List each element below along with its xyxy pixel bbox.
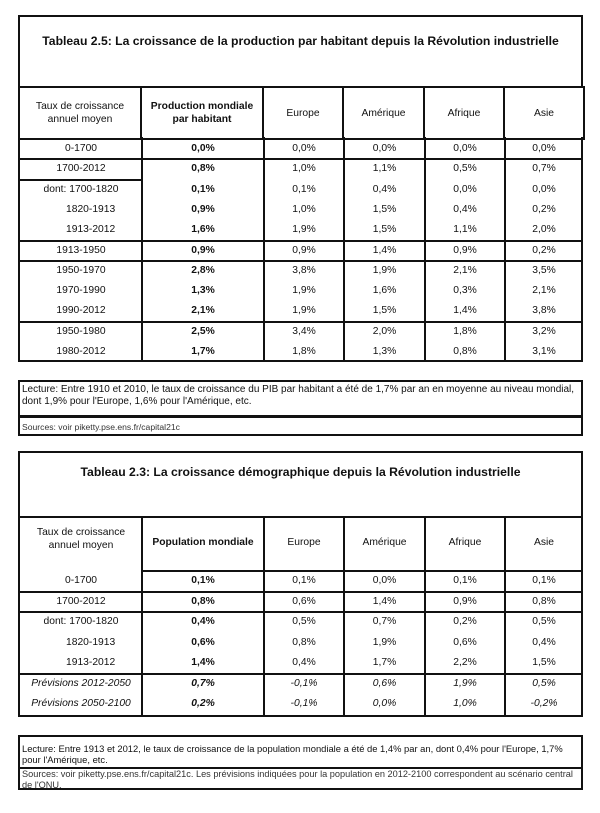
table-2-5-title-box	[18, 15, 583, 88]
cell-asie: 3,1%	[532, 346, 556, 357]
cell-world: 0,4%	[191, 616, 215, 627]
header-europe: Europe	[263, 87, 343, 139]
table-2-3-lecture: Lecture: Entre 1913 et 2012, le taux de croissance de la population mondiale a été de 1,4% par an, dont 0,4% pour l'Europe, 1,7% pour l'Amérique, etc.	[18, 735, 583, 769]
cell-europe: 1,9%	[292, 285, 316, 297]
cell-afrique: 0,0%	[453, 183, 477, 195]
row-period-label: 1950-1980	[56, 325, 106, 337]
cell-asie: 0,5%	[532, 677, 556, 689]
cell-europe: 0,1%	[292, 183, 316, 195]
cell-world: 2,5%	[191, 325, 215, 337]
cell-world: 0,1%	[191, 183, 215, 195]
cell-world: 0,1%	[191, 575, 215, 586]
cell-afrique: 2,2%	[453, 657, 477, 668]
cell-world: 0,8%	[191, 595, 215, 607]
cell-afrique: 2,1%	[453, 264, 477, 276]
cell-world: 0,2%	[191, 698, 215, 709]
header-amerique: Amérique	[343, 87, 424, 139]
cell-world: 1,3%	[191, 285, 215, 297]
cell-world: 0,0%	[191, 143, 215, 154]
cell-europe: 0,5%	[292, 616, 316, 627]
cell-amerique: 1,6%	[372, 285, 397, 297]
row-period-label: dont: 1700-1820	[43, 616, 119, 627]
header-world: Population mondiale	[152, 537, 254, 548]
table-2-3-sources: Sources: voir piketty.pse.ens.fr/capital21c. Les prévisions indiquées pour la population en 2012-2100 correspondent au scénario central de l'ONU.	[18, 767, 583, 790]
cell-asie: 0,8%	[532, 595, 556, 607]
cell-europe: -0,1%	[290, 677, 318, 689]
cell-europe: 0,6%	[292, 595, 316, 607]
cell-europe: 0,1%	[292, 575, 316, 586]
cell-amerique: 1,4%	[372, 244, 397, 256]
header-europe: Europe	[287, 537, 321, 548]
header-period: Taux de croissance annuel moyen	[19, 87, 141, 139]
row-period-label: 1990-2012	[56, 305, 106, 317]
cell-asie: 1,5%	[532, 657, 556, 668]
cell-world: 1,4%	[191, 657, 215, 668]
cell-europe: -0,1%	[290, 698, 318, 709]
table-2-5-body	[18, 137, 583, 362]
cell-europe: 1,8%	[292, 346, 316, 357]
row-period-label: 1700-2012	[56, 595, 106, 607]
table-2-3-title-box	[18, 451, 583, 518]
cell-amerique: 1,3%	[372, 346, 397, 357]
cell-amerique: 1,5%	[372, 203, 397, 215]
cell-afrique: 0,3%	[453, 285, 477, 297]
cell-amerique: 1,1%	[372, 163, 397, 175]
cell-asie: 3,8%	[532, 305, 556, 317]
header-period-line2: annuel moyen	[48, 540, 114, 551]
header-asie: Asie	[533, 537, 555, 548]
cell-amerique: 1,7%	[372, 657, 397, 668]
row-period-label: 1913-1950	[56, 244, 106, 256]
cell-afrique: 1,0%	[453, 698, 477, 709]
cell-asie: 3,5%	[532, 264, 556, 276]
cell-world: 1,6%	[191, 224, 215, 236]
row-period-label: 1913-2012	[66, 657, 116, 668]
cell-asie: 0,4%	[532, 636, 556, 648]
cell-europe: 1,0%	[292, 203, 316, 215]
header-afrique: Afrique	[424, 87, 504, 139]
cell-asie: 0,2%	[532, 244, 556, 256]
row-period-label: Prévisions 2012-2050	[31, 677, 131, 689]
header-world: Production mondiale par habitant	[141, 87, 263, 139]
cell-amerique: 1,4%	[372, 595, 397, 607]
cell-asie: 0,7%	[532, 163, 556, 175]
cell-asie: 0,1%	[532, 575, 556, 586]
cell-asie: 0,2%	[532, 203, 556, 215]
cell-afrique: 1,1%	[453, 224, 477, 236]
cell-world: 0,7%	[191, 677, 215, 689]
row-period-label: dont: 1700-1820	[43, 183, 119, 195]
cell-asie: 0,5%	[532, 616, 556, 627]
header-asie: Asie	[504, 87, 584, 139]
table-2-3-body	[18, 516, 583, 717]
cell-afrique: 0,1%	[453, 575, 477, 586]
cell-afrique: 0,8%	[453, 346, 477, 357]
cell-afrique: 0,5%	[453, 163, 477, 175]
cell-world: 1,7%	[191, 346, 215, 357]
cell-afrique: 0,0%	[453, 143, 477, 154]
row-period-label: 1820-1913	[66, 203, 116, 215]
cell-afrique: 0,9%	[453, 595, 477, 607]
table-2-3-title: Tableau 2.3: La croissance démographique depuis la Révolution industrielle	[80, 465, 521, 479]
cell-amerique: 1,5%	[372, 224, 397, 236]
row-period-label: 1913-2012	[66, 224, 116, 236]
header-period-line1: Taux de croissance	[36, 527, 126, 538]
cell-asie: -0,2%	[530, 698, 558, 709]
cell-afrique: 1,8%	[453, 325, 477, 337]
header-afrique: Afrique	[448, 537, 482, 548]
cell-amerique: 0,0%	[372, 698, 397, 709]
cell-afrique: 0,6%	[453, 636, 477, 648]
cell-world: 2,1%	[191, 305, 215, 317]
cell-world: 0,9%	[191, 203, 215, 215]
cell-europe: 0,9%	[292, 244, 316, 256]
row-period-label: 0-1700	[64, 143, 98, 154]
table-2-5-title: Tableau 2.5: La croissance de la production par habitant depuis la Révolution industrielle	[42, 34, 559, 48]
table-2-5-header-row	[19, 87, 584, 139]
table-2-5	[18, 86, 585, 140]
cell-europe: 0,8%	[292, 636, 316, 648]
cell-world: 0,6%	[191, 636, 215, 648]
cell-europe: 3,8%	[292, 264, 316, 276]
header-amerique: Amérique	[362, 537, 407, 548]
cell-asie: 0,0%	[532, 183, 556, 195]
cell-asie: 3,2%	[532, 325, 556, 337]
row-period-label: Prévisions 2050-2100	[31, 698, 131, 709]
cell-asie: 2,1%	[532, 285, 556, 297]
cell-world: 2,8%	[191, 264, 215, 276]
row-period-label: 1950-1970	[56, 264, 106, 276]
cell-amerique: 1,9%	[372, 264, 397, 276]
cell-afrique: 1,4%	[453, 305, 477, 317]
cell-asie: 2,0%	[532, 224, 556, 236]
cell-amerique: 1,5%	[372, 305, 397, 317]
cell-world: 0,9%	[191, 244, 215, 256]
row-period-label: 1970-1990	[56, 285, 106, 297]
cell-afrique: 0,4%	[453, 203, 477, 215]
cell-afrique: 0,9%	[453, 244, 477, 256]
row-period-label: 1700-2012	[56, 163, 106, 175]
table-2-5-sources: Sources: voir piketty.pse.ens.fr/capital21c	[18, 416, 583, 436]
row-period-label: 1820-1913	[66, 636, 116, 648]
cell-amerique: 0,0%	[372, 143, 397, 154]
table-2-5-lecture: Lecture: Entre 1910 et 2010, le taux de croissance du PIB par habitant a été de 1,7% par an en moyenne au niveau mondial, dont 1,9% pour l'Europe, 1,6% pour l'Amérique, etc.	[18, 380, 583, 417]
cell-europe: 1,0%	[292, 163, 316, 175]
row-period-label: 1980-2012	[56, 346, 106, 357]
cell-asie: 0,0%	[532, 143, 556, 154]
cell-amerique: 0,0%	[372, 575, 397, 586]
cell-amerique: 0,6%	[372, 677, 397, 689]
cell-europe: 3,4%	[292, 325, 316, 337]
cell-afrique: 0,2%	[453, 616, 477, 627]
cell-europe: 0,4%	[292, 657, 316, 668]
header-period	[20, 526, 142, 556]
row-period-label: 0-1700	[64, 575, 98, 586]
cell-afrique: 1,9%	[453, 677, 477, 689]
cell-europe: 1,9%	[292, 305, 316, 317]
cell-amerique: 0,4%	[372, 183, 397, 195]
cell-amerique: 1,9%	[372, 636, 397, 648]
cell-amerique: 0,7%	[372, 616, 397, 627]
cell-world: 0,8%	[191, 163, 215, 175]
cell-europe: 1,9%	[292, 224, 316, 236]
cell-europe: 0,0%	[292, 143, 316, 154]
cell-amerique: 2,0%	[372, 325, 397, 337]
